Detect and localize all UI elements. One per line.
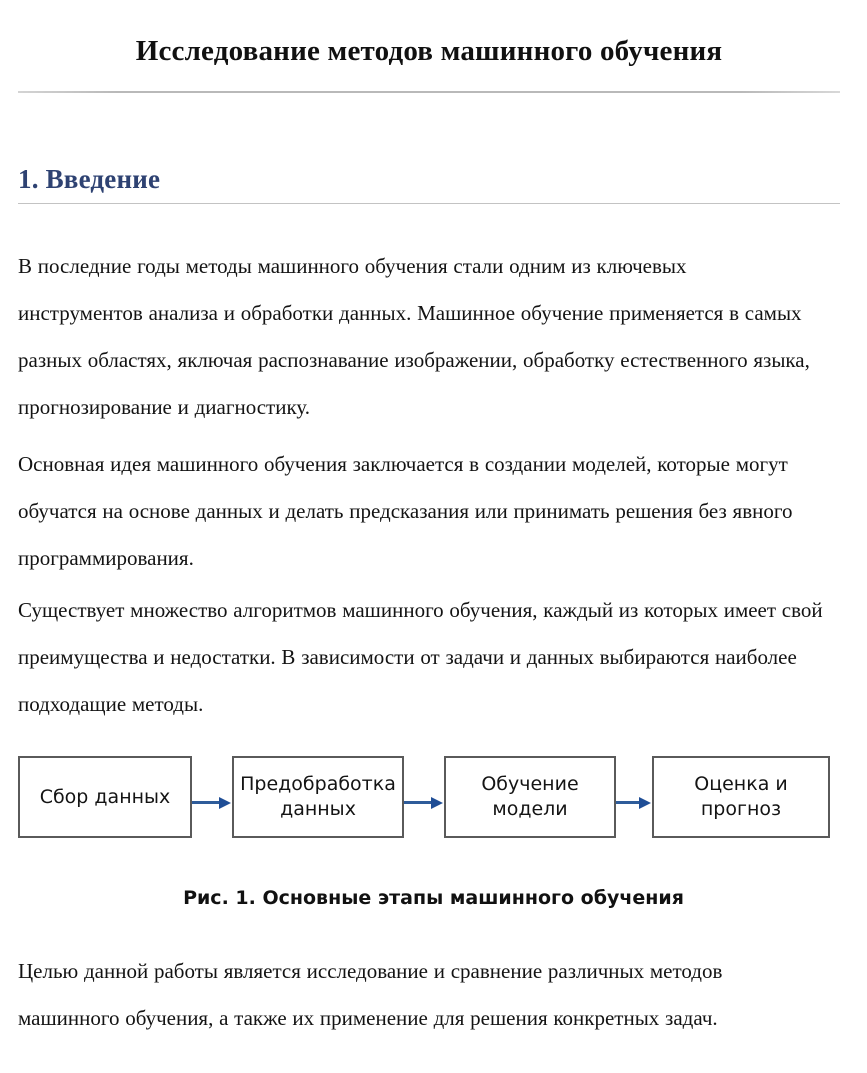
- figure-ml-stages: [0, 756, 867, 916]
- arrow-head: [431, 797, 443, 809]
- figure-caption: Рис. 1. Основные этапы машинного обучения: [183, 887, 684, 909]
- arrow-shaft: [404, 801, 432, 804]
- paragraph-introduction: В последние годы методы машинного обучения стали одним из ключевых инструментов анализа и обработки данных. Машинное обучение применяется в самых разных областях, яключая распознавание изображении, обработку естественного языка, прогнозирование и диагностику.: [18, 254, 810, 419]
- flow-box-evaluation-prediction: Оценка и прогноз: [652, 756, 830, 838]
- arrow-right-icon: [616, 797, 652, 809]
- arrow-head: [639, 797, 651, 809]
- section-heading-introduction: 1. Введение: [18, 164, 161, 194]
- flow-box-model-training: Обучение модели: [444, 756, 616, 838]
- paragraph-algorithms: Существует множество алгоритмов машинного обучения, каждый из которых имеет свой преимущества и недостатки. В зависимости от задачи и данных выбираются наиболее подходащие методы.: [18, 598, 823, 716]
- section-heading-divider: [18, 203, 840, 204]
- arrow-right-icon: [192, 797, 232, 809]
- arrow-right-icon: [404, 797, 444, 809]
- page-title: Исследование методов машинного обучения: [135, 35, 723, 67]
- arrow-shaft: [192, 801, 220, 804]
- flow-box-data-collection: Сбор данных: [18, 756, 192, 838]
- paragraph-core-idea: Основная идея машинного обучения заключается в создании моделей, которые могут обучатся на основе данных и делать предсказания или принимать решения без явного программирования.: [18, 452, 793, 570]
- arrow-shaft: [616, 801, 640, 804]
- flow-box-data-preprocessing: Предобработка данных: [232, 756, 404, 838]
- title-divider: [18, 91, 840, 93]
- paragraph-goal: Целью данной работы является исследование и сравнение различных методов машинного обучения, а также их применение для решения конкретных задач.: [18, 959, 723, 1030]
- arrow-head: [219, 797, 231, 809]
- flowchart: [18, 756, 830, 844]
